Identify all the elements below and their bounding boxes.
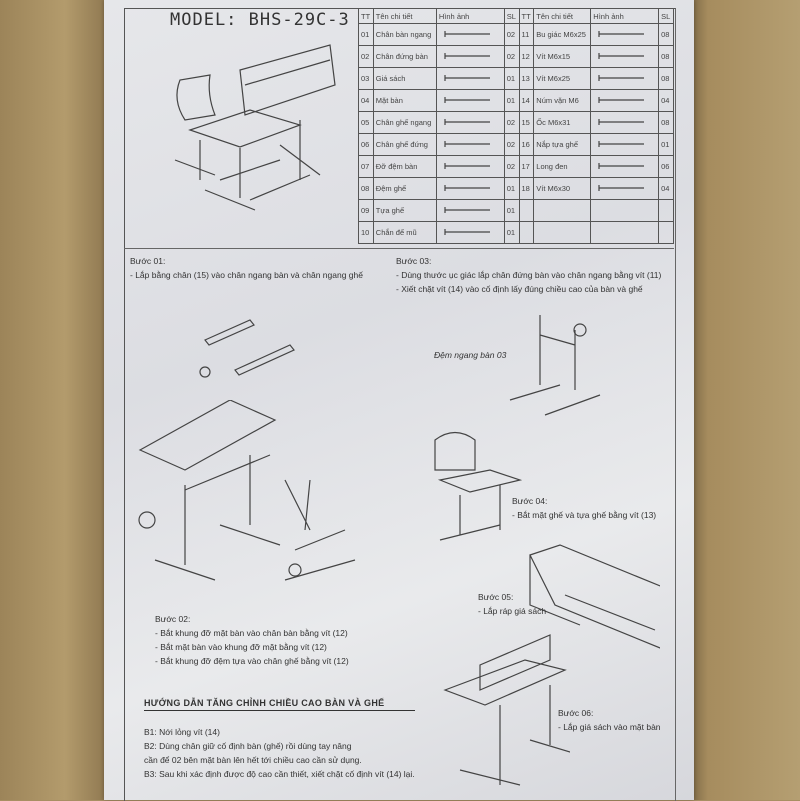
part-qty: 02 (504, 46, 519, 68)
part-qty: 08 (659, 68, 674, 90)
part-image (591, 90, 659, 112)
adjust-line: cần để 02 bên mặt bàn lên hết tới chiều cao cần sử dụng. (144, 755, 362, 765)
part-image (591, 156, 659, 178)
step2-line: - Bắt mặt bàn vào khung đỡ mặt bằng vít (12) (155, 642, 327, 652)
part-no: 13 (519, 68, 534, 90)
part-name: Đệm ghế (373, 178, 436, 200)
part-image (436, 24, 504, 46)
step3-line: - Dùng thước ục giác lắp chân đứng bàn vào chân ngang bằng vít (11) (396, 270, 662, 280)
table-row (359, 222, 674, 244)
part-qty: 08 (659, 46, 674, 68)
part-image (591, 178, 659, 200)
part-sketch-icon (439, 225, 499, 239)
wood-background-right (685, 0, 800, 800)
step1 (130, 254, 363, 282)
part-qty: 06 (659, 156, 674, 178)
step3-line: - Xiết chặt vít (14) vào cố định lấy đúng chiều cao của bàn và ghế (396, 284, 643, 294)
height-adjust-title: HƯỚNG DẪN TĂNG CHỈNH CHIỀU CAO BÀN VÀ GHẾ (144, 696, 415, 711)
height-adjust-section (144, 696, 415, 781)
col-header: TT (359, 9, 374, 24)
part-qty: 02 (504, 24, 519, 46)
part-no: 07 (359, 156, 374, 178)
part-name: Tựa ghế (373, 200, 436, 222)
step6-line: - Lắp giá sách vào mặt bàn (558, 722, 661, 732)
part-qty: 04 (659, 178, 674, 200)
part-name: Chân ghế đứng (373, 134, 436, 156)
part-name: Chân đứng bàn (373, 46, 436, 68)
part-qty (659, 222, 674, 244)
table-row (359, 156, 674, 178)
part-qty: 01 (504, 222, 519, 244)
part-sketch-icon (439, 115, 499, 129)
part-qty: 04 (659, 90, 674, 112)
step6 (558, 706, 661, 734)
part-no: 04 (359, 90, 374, 112)
part-sketch-icon (439, 181, 499, 195)
part-no: 02 (359, 46, 374, 68)
part-image (436, 222, 504, 244)
col-header: Hình ảnh (591, 9, 659, 24)
part-no: 08 (359, 178, 374, 200)
part-name (534, 222, 591, 244)
step2-line: - Bắt khung đỡ đệm tựa vào chân ghế bằng vít (12) (155, 656, 349, 666)
part-image (591, 134, 659, 156)
part-sketch-icon (593, 115, 653, 129)
step2-title: Bước 02: (155, 614, 191, 624)
step1-title: Bước 01: (130, 256, 166, 266)
part-name: Vít M6x15 (534, 46, 591, 68)
part-sketch-icon (439, 71, 499, 85)
part-qty: 08 (659, 112, 674, 134)
part-name: Núm vặn M6 (534, 90, 591, 112)
part-sketch-icon (439, 159, 499, 173)
part-image (591, 200, 659, 222)
step5 (478, 590, 546, 618)
part-name: Chân bàn ngang (373, 24, 436, 46)
part-sketch-icon (593, 181, 653, 195)
part-no: 05 (359, 112, 374, 134)
part-image (436, 200, 504, 222)
part-no: 03 (359, 68, 374, 90)
part-sketch-icon (439, 203, 499, 217)
part-image (436, 178, 504, 200)
part-no: 10 (359, 222, 374, 244)
col-header: Tên chi tiết (373, 9, 436, 24)
model-title: MODEL: BHS-29C-3 (170, 10, 350, 30)
part-image (436, 156, 504, 178)
part-no: 06 (359, 134, 374, 156)
part-image (591, 68, 659, 90)
part-qty: 02 (504, 134, 519, 156)
part-sketch-icon (439, 49, 499, 63)
part-qty: 01 (504, 68, 519, 90)
table-row (359, 24, 674, 46)
part-no: 11 (519, 24, 534, 46)
table-row (359, 112, 674, 134)
part-sketch-icon (593, 71, 653, 85)
part-no: 14 (519, 90, 534, 112)
part-name: Chắn để mũ (373, 222, 436, 244)
part-image (591, 112, 659, 134)
parts-table (358, 8, 674, 244)
part-qty: 02 (504, 112, 519, 134)
part-image (436, 134, 504, 156)
assembled-desk-illustration (160, 40, 350, 230)
adjust-line: B3: Sau khi xác định được độ cao cần thiết, xiết chặt cố định vít (14) lại. (144, 769, 415, 779)
part-name: Ốc M6x31 (534, 112, 591, 134)
part-name: Mặt bàn (373, 90, 436, 112)
part-name: Long đen (534, 156, 591, 178)
part-qty: 01 (504, 200, 519, 222)
table-row (359, 200, 674, 222)
step4-line: - Bắt mặt ghế và tựa ghế bằng vít (13) (512, 510, 657, 520)
part-no: 16 (519, 134, 534, 156)
part-qty: 01 (504, 90, 519, 112)
step4-illustration (430, 430, 530, 550)
part-sketch-icon (593, 93, 653, 107)
part-name: Vít M6x25 (534, 68, 591, 90)
part-name: Chân ghế ngang (373, 112, 436, 134)
part-no: 15 (519, 112, 534, 134)
part-name: Đỡ đệm bàn (373, 156, 436, 178)
part-image (591, 222, 659, 244)
step2-line: - Bắt khung đỡ mặt bàn vào chân bàn bằng vít (12) (155, 628, 348, 638)
table-row (359, 68, 674, 90)
step5-line: - Lắp ráp giá sách (478, 606, 547, 616)
part-name: Giá sách (373, 68, 436, 90)
col-header: SL (504, 9, 519, 24)
part-image (591, 24, 659, 46)
part-sketch-icon (593, 27, 653, 41)
part-qty: 01 (504, 178, 519, 200)
part-name: Nắp tựa ghế (534, 134, 591, 156)
part-sketch-icon (439, 137, 499, 151)
step6-illustration (440, 630, 570, 800)
table-row (359, 46, 674, 68)
adjust-line: B1: Nới lỏng vít (14) (144, 727, 220, 737)
part-no: 12 (519, 46, 534, 68)
step6-title: Bước 06: (558, 708, 594, 718)
wood-background-left (0, 0, 108, 800)
step4-title: Bước 04: (512, 496, 548, 506)
part-sketch-icon (439, 27, 499, 41)
part-qty: 08 (659, 24, 674, 46)
step3-title: Bước 03: (396, 256, 432, 266)
part-sketch-icon (593, 49, 653, 63)
step3-label: Đệm ngang bàn 03 (434, 350, 507, 360)
part-name (534, 200, 591, 222)
step1-line: - Lắp bằng chân (15) vào chân ngang bàn và chân ngang ghế (130, 270, 363, 280)
part-name: Bu giác M6x25 (534, 24, 591, 46)
part-qty: 02 (504, 156, 519, 178)
table-row (359, 134, 674, 156)
part-no: 18 (519, 178, 534, 200)
table-row (359, 178, 674, 200)
part-image (591, 46, 659, 68)
table-row (359, 90, 674, 112)
col-header: TT (519, 9, 534, 24)
col-header: Tên chi tiết (534, 9, 591, 24)
part-sketch-icon (593, 137, 653, 151)
part-sketch-icon (439, 93, 499, 107)
part-image (436, 112, 504, 134)
part-no (519, 222, 534, 244)
step3-illustration (500, 305, 610, 425)
part-sketch-icon (593, 159, 653, 173)
adjust-line: B2: Dùng chân giữ cố định bàn (ghế) rồi dùng tay nâng (144, 741, 352, 751)
part-image (436, 68, 504, 90)
part-qty (659, 200, 674, 222)
step2 (155, 612, 349, 668)
part-name: Vít M6x30 (534, 178, 591, 200)
part-qty: 01 (659, 134, 674, 156)
col-header: SL (659, 9, 674, 24)
part-no (519, 200, 534, 222)
step2-illustration (135, 400, 375, 600)
col-header: Hình ảnh (436, 9, 504, 24)
step1-illustration (190, 310, 310, 390)
step3 (396, 254, 661, 296)
part-no: 17 (519, 156, 534, 178)
part-no: 09 (359, 200, 374, 222)
part-image (436, 90, 504, 112)
part-no: 01 (359, 24, 374, 46)
step5-title: Bước 05: (478, 592, 514, 602)
divider (124, 248, 674, 249)
part-image (436, 46, 504, 68)
step4 (512, 494, 656, 522)
